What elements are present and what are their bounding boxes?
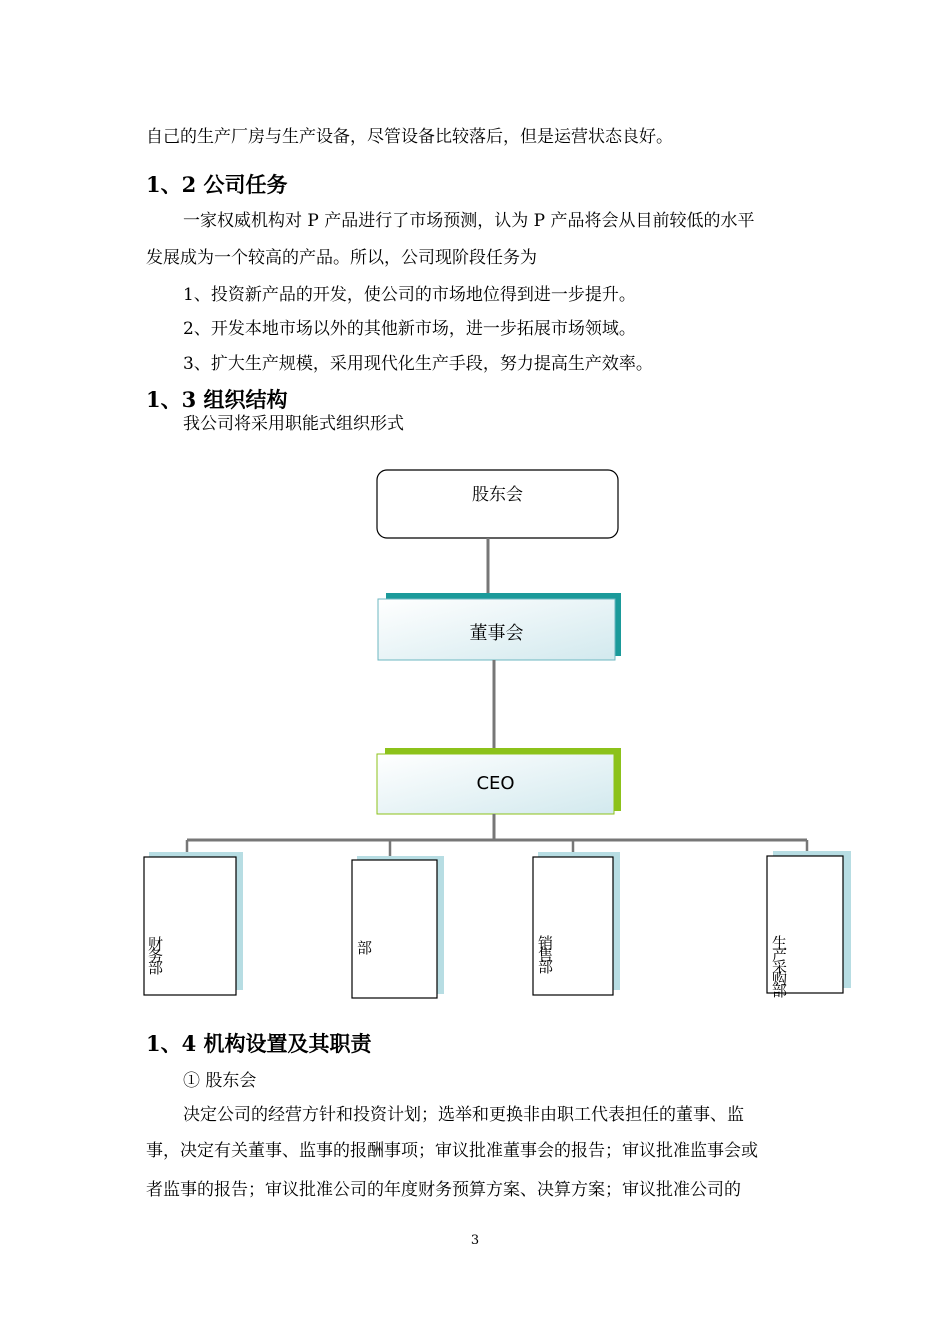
dept-box-sales — [533, 857, 613, 995]
section-heading-1-4: 1、4 机构设置及其职责 — [146, 1031, 372, 1056]
dept-label-2: 部 — [355, 940, 373, 952]
paragraph-line: 自己的生产厂房与生产设备，尽管设备比较落后，但是运营状态良好。 — [146, 127, 673, 147]
dept-label-sales: 销售部 — [536, 935, 554, 971]
task-item-1: 1、投资新产品的开发，使公司的市场地位得到进一步提升。 — [183, 285, 636, 305]
paragraph-line: 决定公司的经营方针和投资计划；选举和更换非由职工代表担任的董事、监 — [183, 1105, 744, 1125]
subsection-heading: ① 股东会 — [183, 1071, 257, 1091]
section-heading-1-3: 1、3 组织结构 — [146, 387, 288, 412]
ceo-label: CEO — [476, 773, 515, 794]
dept-label-finance: 财务部 — [146, 936, 164, 972]
dept-box-2 — [352, 860, 437, 998]
paragraph-line: 者监事的报告；审议批准公司的年度财务预算方案、决算方案；审议批准公司的 — [146, 1180, 741, 1200]
shareholders-label: 股东会 — [472, 485, 523, 505]
board-label: 董事会 — [469, 623, 524, 644]
section-heading-1-2: 1、2 公司任务 — [146, 172, 288, 197]
paragraph-line: 发展成为一个较高的产品。所以，公司现阶段任务为 — [146, 248, 537, 268]
task-item-2: 2、开发本地市场以外的其他新市场，进一步拓展市场领域。 — [183, 319, 636, 339]
task-item-3: 3、扩大生产规模，采用现代化生产手段，努力提高生产效率。 — [183, 354, 653, 374]
paragraph-line: 一家权威机构对 P 产品进行了市场预测，认为 P 产品将会从目前较低的水平 — [183, 211, 755, 231]
paragraph-line: 我公司将采用职能式组织形式 — [183, 414, 404, 434]
dept-box-finance — [144, 857, 236, 995]
page-number: 3 — [470, 1233, 480, 1248]
paragraph-line: 事，决定有关董事、监事的报酬事项；审议批准董事会的报告；审议批准监事会或 — [146, 1141, 758, 1161]
dept-label-production: 生产采购部 — [770, 935, 788, 995]
